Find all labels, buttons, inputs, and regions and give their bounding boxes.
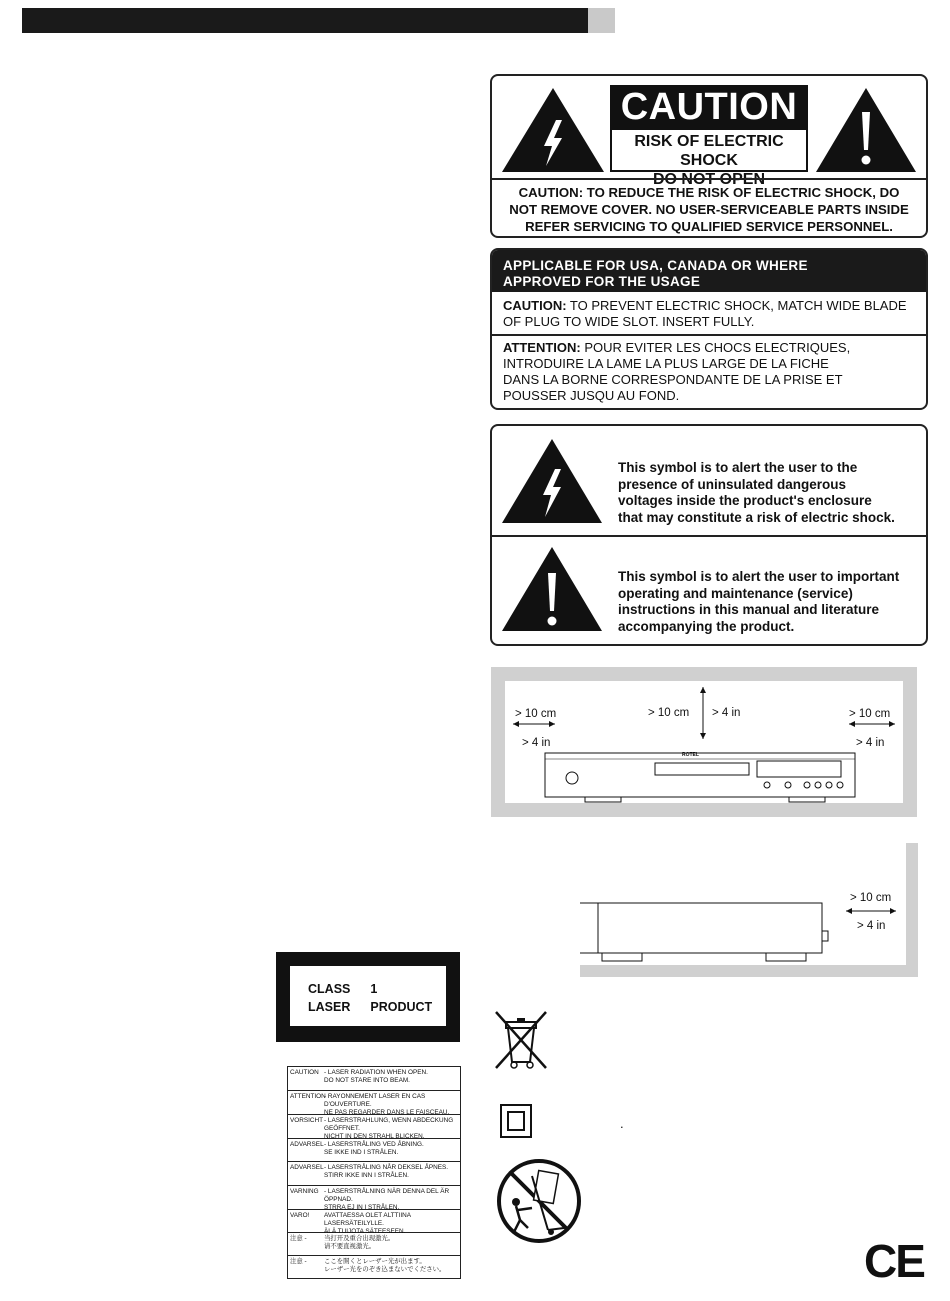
caution-title: CAUTION [610,85,808,129]
left-clearance-in: > 4 in [522,737,551,749]
crossed-bin-icon [492,1008,552,1072]
table-row: VARNING - LASERSTRÅLNING NÄR DENNA DEL ÄR ÖPPNAD. STRRA EJ IN I STRÅLEN. [288,1186,460,1210]
laser-warning-table [287,1066,461,1279]
exclamation-symbol-icon [500,545,604,633]
insulation-note: . [620,1116,624,1131]
plug-notice-box [490,248,928,410]
top-clearance-in: > 4 in [712,707,741,719]
rear-clearance-in: > 4 in [857,920,886,932]
laser-class-text: CLASS 1 LASER PRODUCT [308,982,433,1014]
maintenance-symbol-text: This symbol is to alert the user to important operating and maintenance (service) instructions in this manual and literature accompanying the product. [618,569,900,634]
table-row: VARO! AVATTAESSA OLET ALTTIINA LASERSÄTEILYLLE. ÄLÄ TUIJOTA SÄTEESEEN. [288,1210,460,1233]
table-row: 注意 - 当打开及重合出现激光。 请不要直视激光。 [288,1233,460,1256]
header-bar [22,8,588,33]
symbol-divider [490,535,928,537]
left-clearance-cm: > 10 cm [515,708,557,720]
table-row: CAUTION - LASER RADIATION WHEN OPEN. DO NOT STARE INTO BEAM. [288,1067,460,1091]
plug-notice-header: APPLICABLE FOR USA, CANADA OR WHERE APPROVED FOR THE USAGE [492,250,926,292]
front-player-drawing [505,681,903,803]
rear-clearance-cm: > 10 cm [850,892,892,904]
caution-warning-text: CAUTION: TO REDUCE THE RISK OF ELECTRIC SHOCK, DO NOT REMOVE COVER. NO USER-SERVICEABLE PARTS INSIDE REFER SERVICING TO QUALIFIED SERVICE PERSONNEL. [509,185,909,234]
lightning-warning-icon [500,86,606,174]
plug-attention-text: ATTENTION: POUR EVITER LES CHOCS ELECTRIQUES, INTRODUIRE LA LAME LA PLUS LARGE DE LA FICHE DANS LA BORNE CORRESPONDANTE DE LA PRISE ET POUSSER JUSQU AU FOND. [503,340,851,403]
header-bar-tab [588,8,615,33]
double-insulation-icon [500,1104,532,1138]
brand-logo: ROTEL [682,752,699,758]
plug-caution-text: CAUTION: TO PREVENT ELECTRIC SHOCK, MATCH WIDE BLADE OF PLUG TO WIDE SLOT. INSERT FULLY. [503,298,907,329]
table-row: ADVARSEL - LASERSTRÅLING NÅR DEKSEL ÅPNES. STIRR IKKE INN I STRÅLEN. [288,1162,460,1186]
table-row: 注意 - ここを開くとレーザー光が出ます。 レーザー光をのぞき込まないでください。 [290,1258,446,1273]
table-row: ADVARSEL - LASERSTRÅLING VED ÅBNING. SE IKKE IND I STRÅLEN. [288,1139,460,1162]
right-clearance-in: > 4 in [856,737,885,749]
top-clearance-cm: > 10 cm [648,707,690,719]
cart-warning-icon [496,1158,582,1244]
caution-subtitle: RISK OF ELECTRIC SHOCK [610,128,808,172]
side-player-drawing [580,843,918,977]
table-row: ATTENTION - RAYONNEMENT LASER EN CAS D'OUVERTURE. NE PAS REGARDER DANS LE FAISCEAU. [288,1091,460,1115]
exclamation-warning-icon [814,86,918,174]
right-clearance-cm: > 10 cm [849,708,891,720]
caution-divider [490,178,928,180]
lightning-symbol-icon [500,437,604,525]
table-row: VORSICHT - LASERSTRAHLUNG, WENN ABDECKUNG GEÖFFNET. NICHT IN DEN STRAHL BLICKEN. [288,1115,460,1139]
ce-mark: CE [864,1235,924,1287]
shock-symbol-text: This symbol is to alert the user to the presence of uninsulated dangerous voltages inside the product's enclosure that may constitute a risk of electric shock. [618,460,895,525]
plug-notice-divider [492,334,926,336]
